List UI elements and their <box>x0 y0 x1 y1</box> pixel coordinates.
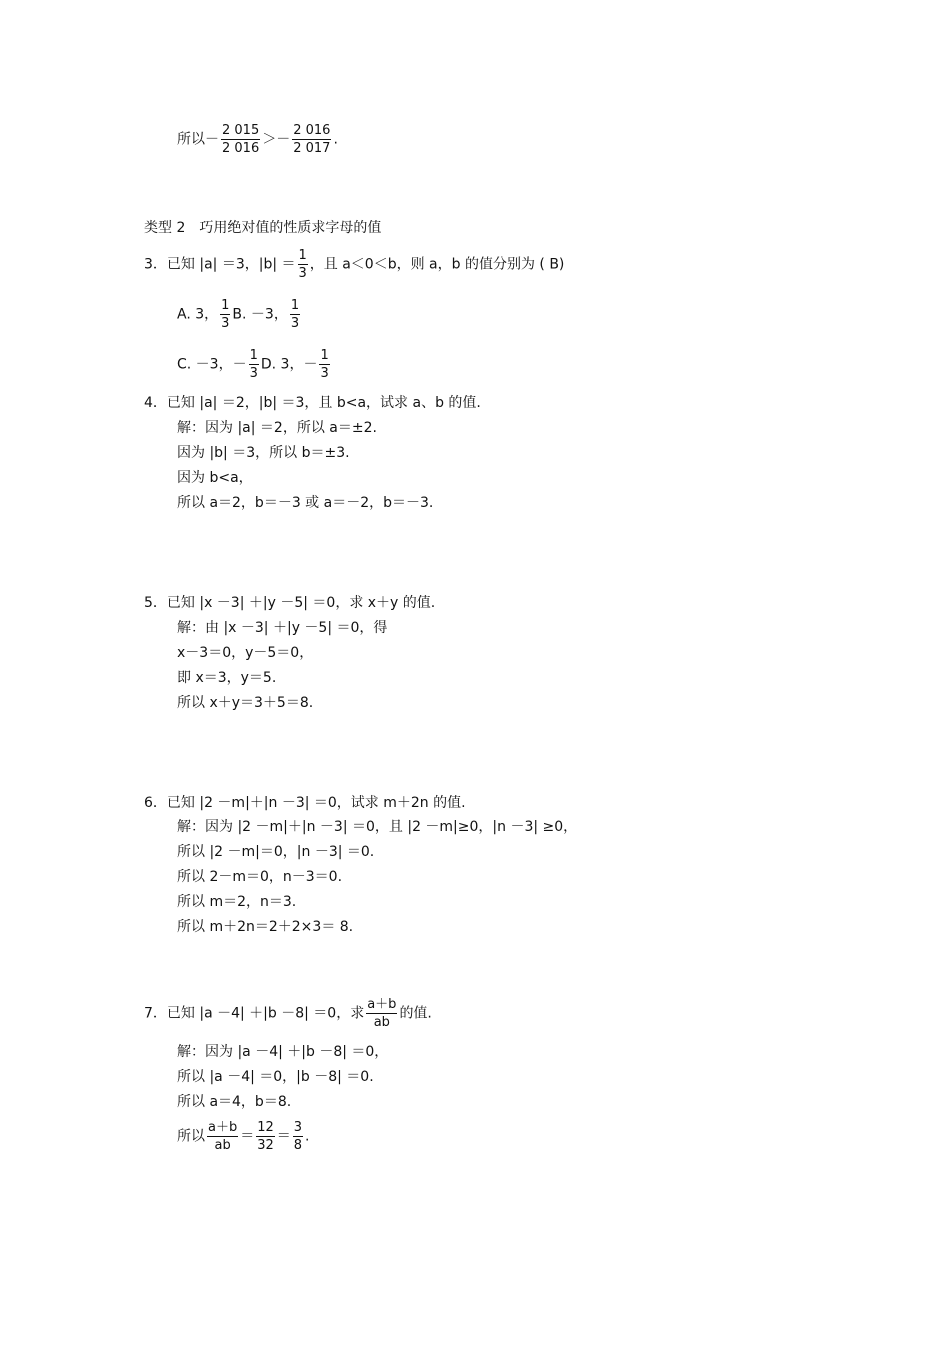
question-6-stem: 6．已知 |2 －m|＋|n －3| ＝0，试求 m＋2n 的值. <box>144 795 466 811</box>
fraction <box>290 297 300 332</box>
section-heading: 类型 2 巧用绝对值的性质求字母的值 <box>144 220 382 236</box>
numerator: 2 015 <box>222 123 260 138</box>
question-3-options-cd <box>177 347 332 382</box>
final-prefix: 所以 <box>177 1128 205 1145</box>
numerator: 1 <box>290 298 300 313</box>
equals-sign: ＝ <box>276 1128 291 1145</box>
solution-line: 所以 2－m＝0，n－3＝0. <box>177 869 343 885</box>
denominator: 3 <box>298 266 307 281</box>
fraction <box>292 122 331 157</box>
fraction <box>298 247 308 282</box>
solution-line: 所以 |2 －m|＝0，|n －3| ＝0. <box>177 844 375 860</box>
numerator: 12 <box>257 1120 274 1135</box>
solution-line: 所以 a＝4，b＝8. <box>177 1094 292 1110</box>
question-5-stem: 5．已知 |x －3| ＋|y －5| ＝0，求 x＋y 的值. <box>144 595 436 611</box>
question-3-stem <box>144 247 564 282</box>
stem-text: 的值. <box>399 1005 432 1022</box>
solution-line: x－3＝0，y－5＝0， <box>177 645 314 661</box>
numerator: 1 <box>221 298 230 313</box>
denominator: 2 016 <box>222 141 260 156</box>
numerator: 2 016 <box>293 123 331 138</box>
comparison-sign: ＞－ <box>262 131 291 148</box>
question-7-stem <box>144 996 432 1031</box>
denominator: 3 <box>320 366 329 381</box>
fraction <box>207 1119 238 1154</box>
solution-line: 即 x＝3，y＝5. <box>177 670 277 686</box>
denominator: 2 017 <box>293 141 331 156</box>
stem-text: 3．已知 |a| ＝3，|b| ＝ <box>144 256 296 273</box>
fraction <box>220 297 230 332</box>
solution-line: 所以 m＋2n＝2＋2×3＝ 8. <box>177 919 354 935</box>
solution-line: 解：因为 |a| ＝2，所以 a＝±2. <box>177 420 377 436</box>
question-4-stem: 4．已知 |a| ＝2，|b| ＝3，且 b<a，试求 a、b 的值. <box>144 395 481 411</box>
fraction <box>319 347 329 382</box>
solution-line: 解：因为 |a －4| ＋|b －8| ＝0， <box>177 1044 389 1060</box>
denominator: 3 <box>290 316 300 331</box>
denominator: ab <box>373 1015 390 1030</box>
solution-line: 所以 x＋y＝3＋5＝8. <box>177 695 314 711</box>
final-answer <box>177 1119 310 1154</box>
fraction <box>249 347 259 382</box>
solution-line: 所以 |a －4| ＝0，|b －8| ＝0. <box>177 1069 374 1085</box>
numerator: 1 <box>298 248 307 263</box>
period: . <box>333 131 338 148</box>
denominator: 3 <box>249 366 258 381</box>
option-d: D. 3，－ <box>260 356 318 373</box>
denominator: ab <box>214 1138 231 1153</box>
fraction <box>256 1119 275 1154</box>
numerator: 1 <box>249 348 258 363</box>
intro-prefix: 所以－ <box>177 131 219 148</box>
option-b: B. －3， <box>232 306 288 323</box>
stem-text: 7．已知 |a －4| ＋|b －8| ＝0，求 <box>144 1005 365 1022</box>
solution-line: 因为 |b| ＝3，所以 b＝±3. <box>177 445 350 461</box>
numerator: a＋b <box>208 1120 238 1135</box>
solution-line: 解：由 |x －3| ＋|y －5| ＝0，得 <box>177 620 388 636</box>
option-a: A. 3， <box>177 306 219 323</box>
solution-line: 解：因为 |2 －m|＋|n －3| ＝0，且 |2 －m|≥0，|n －3| ≥0， <box>177 819 578 835</box>
stem-text: ，且 a＜0＜b，则 a，b 的值分别为 ( B) <box>309 256 565 273</box>
fraction <box>366 996 397 1031</box>
denominator: 3 <box>221 316 230 331</box>
denominator: 8 <box>293 1138 303 1153</box>
fraction <box>221 122 260 157</box>
question-3-options-ab <box>177 297 302 332</box>
numerator: 1 <box>320 348 329 363</box>
solution-line: 所以 m＝2，n＝3. <box>177 894 297 910</box>
option-c: C. －3，－ <box>177 356 247 373</box>
denominator: 32 <box>257 1138 274 1153</box>
fraction <box>293 1119 303 1154</box>
numerator: a＋b <box>367 997 397 1012</box>
period: . <box>305 1128 310 1145</box>
equals-sign: ＝ <box>240 1128 255 1145</box>
numerator: 3 <box>293 1120 303 1135</box>
solution-line: 所以 a＝2，b＝－3 或 a＝－2，b＝－3. <box>177 495 434 511</box>
solution-line: 因为 b<a， <box>177 470 253 486</box>
intro-comparison <box>177 122 338 157</box>
